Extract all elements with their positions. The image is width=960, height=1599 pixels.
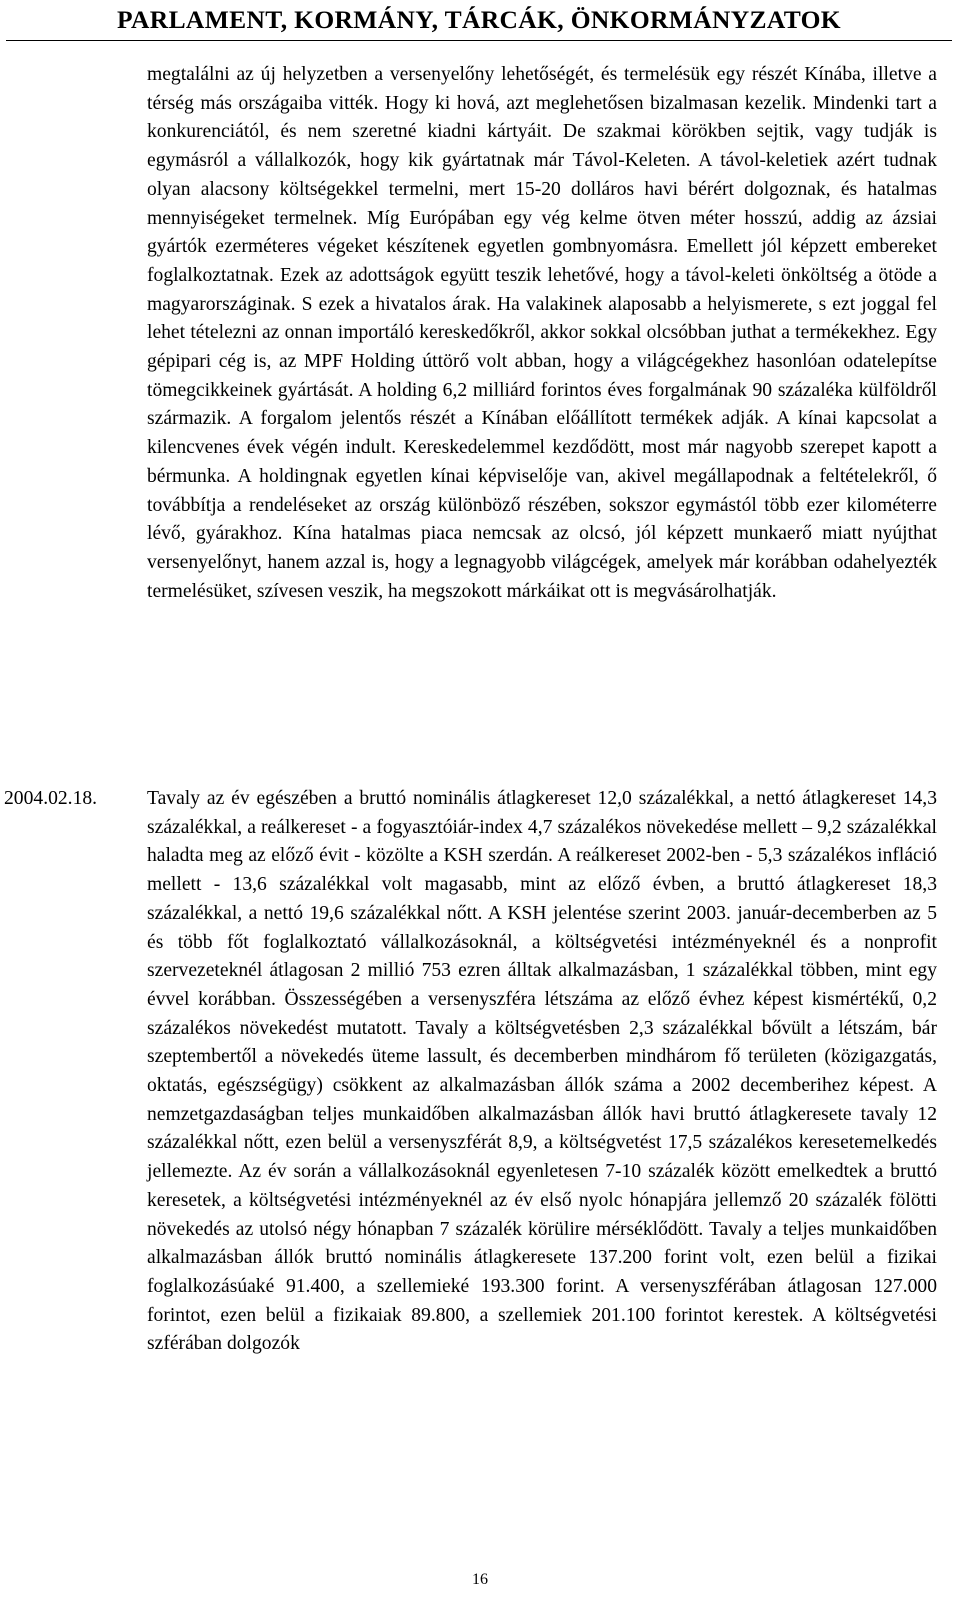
- running-header: PARLAMENT, KORMÁNY, TÁRCÁK, ÖNKORMÁNYZATOK: [117, 5, 841, 34]
- page-number: 16: [472, 1571, 488, 1588]
- header-rule: [6, 40, 952, 41]
- article-paragraph-continued: megtalálni az új helyzetben a versenyelőny lehetőségét, és termelésük egy részét Kínába, illetve a térség más országaiba vitték. Hogy ki hová, azt meglehetősen bizalmasan kezelik. Mindenki tart a konkurenciától, és nem szeretné kiadni kártyáit. De szakmai körökben sejtik, vagy tudják is egymásról a vállalkozók, hogy kik gyártatnak már Távol-Keleten. A távol-keletiek azért tudnak olyan alacsony költségekkel termelni, mert 15-20 dolláros havi bérért dolgoznak, és hatalmas mennyiségeket termelnek. Míg Európában egy vég kelme ötven méter hosszú, addig az ázsiai gyártók ezerméteres végeket készítenek egyetlen gombnyomásra. Emellett jól képzett embereket foglalkoztatnak. Ezek az adottságok együtt teszik lehetővé, hogy a távol-keleti önköltség a ötöde a magyarországinak. S ezek a hivatalos árak. Ha valakinek alaposabb a helyismerete, s ezt joggal fel lehet tételezni az onnan importáló kereskedőkről, akkor sokkal olcsóbban juthat a termékekhez. Egy gépipari cég is, az MPF Holding úttörő volt abban, hogy a világcégekhez hasonlóan odatelepítse tömegcikkeinek gyártását. A holding 6,2 milliárd forintos éves forgalmának 90 százaléka külföldről származik. A forgalom jelentős részét a Kínában előállított termékek adják. A kínai kapcsolat a kilencvenes évek végén indult. Kereskedelemmel kezdődött, most már nagyobb szerepet kapott a bérmunka. A holdingnak egyetlen kínai képviselője van, akivel megállapodnak a feltételekről, ő továbbítja a rendeléseket az ország különböző részében, sokszor egymástól több ezer kilométerre lévő, gyárakhoz. Kína hatalmas piaca nemcsak az olcsó, jól képzett munkaerő miatt nyújthat versenyelőnyt, hanem azzal is, hogy a legnagyobb világcégek, amelyek már korábban odahelyezték termelésüket, szívesen veszik, ha megszokott márkáikat ott is megvásárolhatják.: [147, 64, 937, 602]
- entry-paragraph: Tavaly az év egészében a bruttó nominális átlagkereset 12,0 százalékkal, a nettó átlagkereset 14,3 százalékkal, a reálkereset - a fogyasztóiár-index 4,7 százalékos növekedése mellett – 9,2 százalékkal haladta meg az előző évit - közölte a KSH szerdán. A reálkereset 2002-ben - 5,3 százalékos infláció mellett - 13,6 százalékkal volt magasabb, mint az előző évben, a bruttó átlagkereset 18,3 százalékkal, a nettó 19,6 százalékkal nőtt. A KSH jelentése szerint 2003. január-decemberben az 5 és több főt foglalkoztató vállalkozásoknál, a költségvetési intézményeknél és a nonprofit szervezeteknél átlagosan 2 millió 753 ezren álltak alkalmazásban, 1 százalékkal többen, mint egy évvel korábban. Összességében a versenyszféra létszáma az előző évhez képest kismértékű, 0,2 százalékos növekedést mutatott. Tavaly a költségvetésben 2,3 százalékkal bővült a létszám, bár szeptembertől a növekedés üteme lassult, és decemberben mindhárom fő területen (közigazgatás, oktatás, egészségügy) csökkent az alkalmazásban állók száma a 2002 decemberihez képest. A nemzetgazdaságban teljes munkaidőben alkalmazásban állók havi bruttó átlagkeresete tavaly 12 százalékkal nőtt, ezen belül a versenyszférát 8,9, a költségvetést 17,5 százalékos keresetemelkedés jellemezte. Az év során a vállalkozásoknál egyenletesen 7-10 százalék között emelkedtek a bruttó keresetek, a költségvetési intézményeknél az év első nyolc hónapjára jellemző 20 százalék fölötti növekedés az utolsó négy hónapban 7 százalék körülire mérséklődött. Tavaly a teljes munkaidőben alkalmazásban állók bruttó nominális átlagkeresete 137.200 forint volt, ezen belül a fizikai foglalkozásúaké 91.400, a szellemieké 193.300 forint. A versenyszférában átlagosan 127.000 forintot, ezen belül a fizikaiak 89.800, a szellemiek 201.100 forintot kerestek. A költségvetési szférában dolgozók: [147, 788, 937, 1355]
- entry-date: 2004.02.18.: [4, 788, 98, 809]
